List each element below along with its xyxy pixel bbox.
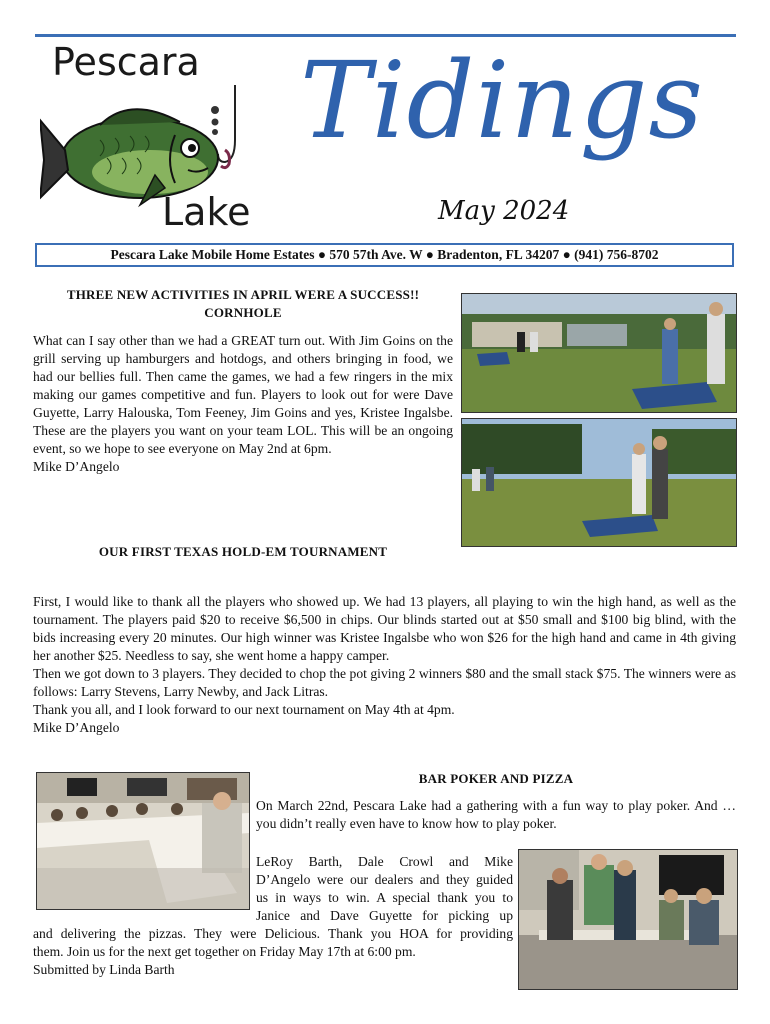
bar-poker-photo-1: [36, 772, 250, 910]
article1-signature: Mike D’Angelo: [33, 459, 120, 474]
article3-line-2: D’Angelo were our dealers and they guided: [256, 872, 513, 887]
article3-line-4: Janice and Dave Guyette for picking up: [256, 908, 513, 923]
article1-headline: THREE NEW ACTIVITIES IN APRIL WERE A SUCCESS!!: [66, 287, 420, 302]
masthead-rule: [35, 34, 736, 37]
article3-line-3: us in ways to win. A special thank you to: [256, 890, 513, 905]
article1-subhead: CORNHOLE: [204, 305, 282, 320]
article3-line-1: LeRoy Barth, Dale Crowl and Mike: [256, 854, 513, 869]
article2-paragraph-2: Then we got down to 3 players. They decided to chop the pot giving 2 winners $80 and the small stack $75. The winners were as follows: Larry Stevens, Larry Newby, and Jack Litras.: [33, 666, 736, 699]
bar-poker-photo-2: [518, 849, 738, 990]
cornhole-photo-1: [461, 293, 737, 413]
article2-paragraph-3: Thank you all, and I look forward to our next tournament on May 4th at 4pm.: [33, 702, 455, 717]
article3-line-5: and delivering the pizzas. They were Delicious. Thank you HOA for providing: [33, 926, 513, 941]
article2-paragraph-1: First, I would like to thank all the players who showed up. We had 13 players, all playing to win the high hand, as well as the tournament. The players paid $20 to receive $6,500 in chips. Our blinds started out at $50 small and $100 big blind, with the bids increasing every 20 minutes. Our high winner was Kristee Ingalsbe who won $26 for the high hand and came in 4th giving her another $25. Needless to say, she went home a happy camper.: [33, 594, 736, 663]
logo-word-top: Pescara: [52, 40, 200, 84]
article3-headline: BAR POKER AND PIZZA: [418, 771, 574, 786]
pescara-lake-logo: [40, 40, 265, 240]
article3-line-6: them. Join us for the next get together on Friday May 17th at 6:00 pm.: [33, 944, 416, 959]
article2-headline: OUR FIRST TEXAS HOLD-EM TOURNAMENT: [98, 544, 388, 559]
article3-intro: On March 22nd, Pescara Lake had a gathering with a fun way to play poker. And … you didn’t really even have to know how to play poker.: [256, 798, 736, 831]
article1-body: [33, 332, 453, 476]
address-banner: Pescara Lake Mobile Home Estates ● 570 57th Ave. W ● Bradenton, FL 34207 ● (941) 756-8702: [35, 243, 734, 267]
newsletter-title: Tidings: [300, 39, 704, 162]
issue-date: May 2024: [438, 196, 570, 226]
article2-body: [33, 593, 736, 737]
article3-signature: Submitted by Linda Barth: [33, 962, 175, 977]
article1-text: What can I say other than we had a GREAT turn out. With Jim Goins on the grill serving up hamburgers and hotdogs, and others bringing in food, we had our bellies full. Then came the games, we had a few ringers in the mix making our games competitive and fun. Players to look out for were Dave Guyette, Larry Halouska, Tom Feeney, Jim Goins and yes, Kristee Ingalsbe. These are the players you want on your team LOL. This will be an ongoing event, so we hope to see everyone on May 2nd at 6pm.: [33, 333, 453, 456]
logo-word-bottom: Lake: [162, 190, 251, 234]
article2-signature: Mike D’Angelo: [33, 720, 120, 735]
cornhole-photo-2: [461, 418, 737, 547]
